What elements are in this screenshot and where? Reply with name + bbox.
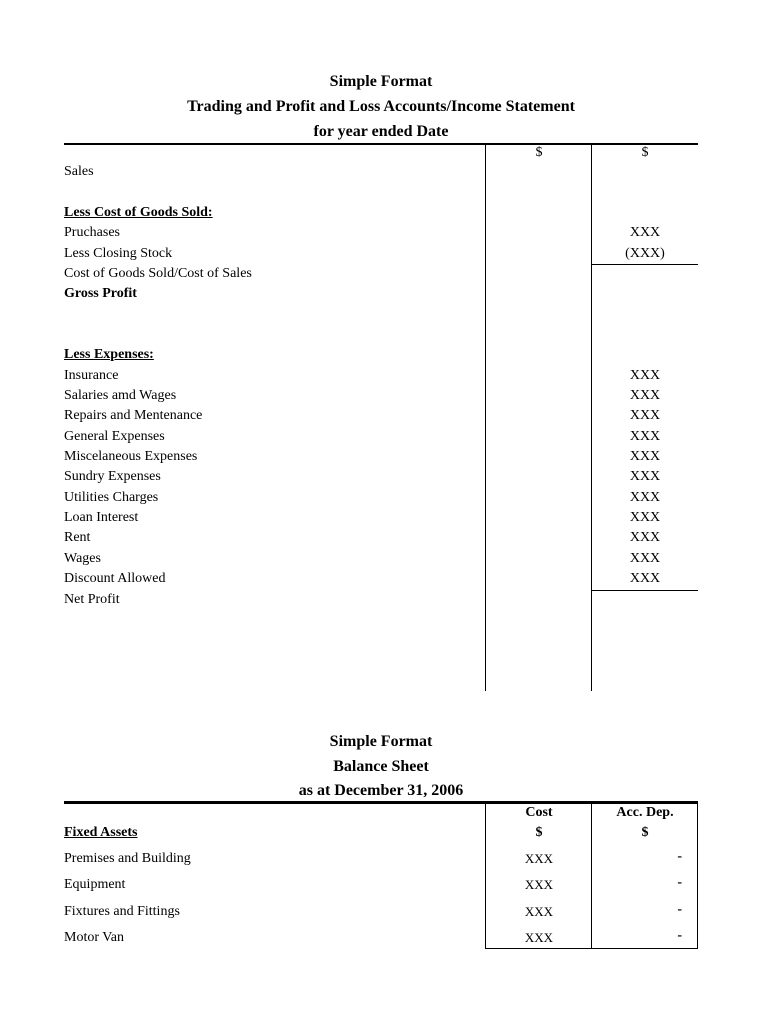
bs-row-label: Fixtures and Fittings <box>64 904 180 919</box>
pl-row-value: XXX <box>629 449 661 464</box>
pl-title-line1: Simple Format <box>329 73 433 90</box>
pl-subtotal-rule <box>592 264 698 265</box>
pl-row-value: XXX <box>629 408 661 423</box>
pl-row-value: XXX <box>629 368 661 383</box>
pl-row-label: Sundry Expenses <box>64 469 161 484</box>
pl-row-label: Utilities Charges <box>64 490 159 505</box>
pl-row-label: Pruchases <box>64 225 120 240</box>
bs-col2-currency: $ <box>641 825 649 840</box>
pl-row-value: (XXX) <box>625 246 665 261</box>
pl-row-value: XXX <box>629 429 661 444</box>
pl-row-value: XXX <box>629 551 661 566</box>
pl-row-value: XXX <box>629 388 661 403</box>
pl-row-label: Repairs and Mentenance <box>64 408 203 423</box>
pl-title-line2: Trading and Profit and Loss Accounts/Income Statement <box>187 98 575 115</box>
pl-section-expenses: Less Expenses: <box>64 347 154 362</box>
bs-row-cost: XXX <box>524 904 554 919</box>
bs-col2-header: Acc. Dep. <box>616 805 674 820</box>
pl-row-label: Salaries amd Wages <box>64 388 177 403</box>
bs-row-dep: - <box>677 875 682 890</box>
pl-row-label: Insurance <box>64 368 119 383</box>
bs-row-label: Premises and Building <box>64 851 191 866</box>
bs-title-line2: Balance Sheet <box>333 758 429 775</box>
pl-row-value: XXX <box>629 510 661 525</box>
bs-col1-header: Cost <box>525 805 553 820</box>
pl-row-value: XXX <box>629 571 661 586</box>
pl-row-net-profit: Net Profit <box>64 592 120 607</box>
pl-row-gross-profit: Gross Profit <box>64 286 137 301</box>
bs-title-line3: as at December 31, 2006 <box>298 782 464 799</box>
pl-row-label: General Expenses <box>64 429 165 444</box>
bs-row-cost: XXX <box>524 877 554 892</box>
pl-row-label-sales: Sales <box>64 164 94 179</box>
pl-row-label: Less Closing Stock <box>64 246 173 261</box>
bs-row-dep: - <box>677 849 682 864</box>
bs-row-dep: - <box>677 928 682 943</box>
bs-row-label: Motor Van <box>64 930 125 945</box>
pl-row-label: Cost of Goods Sold/Cost of Sales <box>64 266 252 281</box>
pl-subtotal-rule <box>592 590 698 591</box>
pl-row-value: XXX <box>629 530 661 545</box>
bs-row-dep: - <box>677 902 682 917</box>
bs-bottom-rule <box>485 948 698 949</box>
pl-row-value: XXX <box>629 225 661 240</box>
bs-row-label: Equipment <box>64 877 126 892</box>
pl-row-label: Wages <box>64 551 101 566</box>
pl-row-label: Rent <box>64 530 91 545</box>
pl-col1-currency: $ <box>535 145 543 160</box>
bs-col1-currency: $ <box>535 825 543 840</box>
pl-row-label: Miscelaneous Expenses <box>64 449 198 464</box>
pl-row-value: XXX <box>629 469 661 484</box>
bs-row-cost: XXX <box>524 851 554 866</box>
bs-row-cost: XXX <box>524 930 554 945</box>
pl-section-cogs: Less Cost of Goods Sold: <box>64 205 213 220</box>
pl-col2-currency: $ <box>641 145 649 160</box>
bs-section-fixed-assets: Fixed Assets <box>64 825 138 840</box>
pl-row-label: Discount Allowed <box>64 571 166 586</box>
pl-column-divider-1 <box>485 144 486 691</box>
bs-top-rule <box>64 801 698 804</box>
pl-title-line3: for year ended Date <box>313 123 449 140</box>
bs-title-line1: Simple Format <box>329 733 433 750</box>
pl-row-label: Loan Interest <box>64 510 139 525</box>
pl-row-value: XXX <box>629 490 661 505</box>
